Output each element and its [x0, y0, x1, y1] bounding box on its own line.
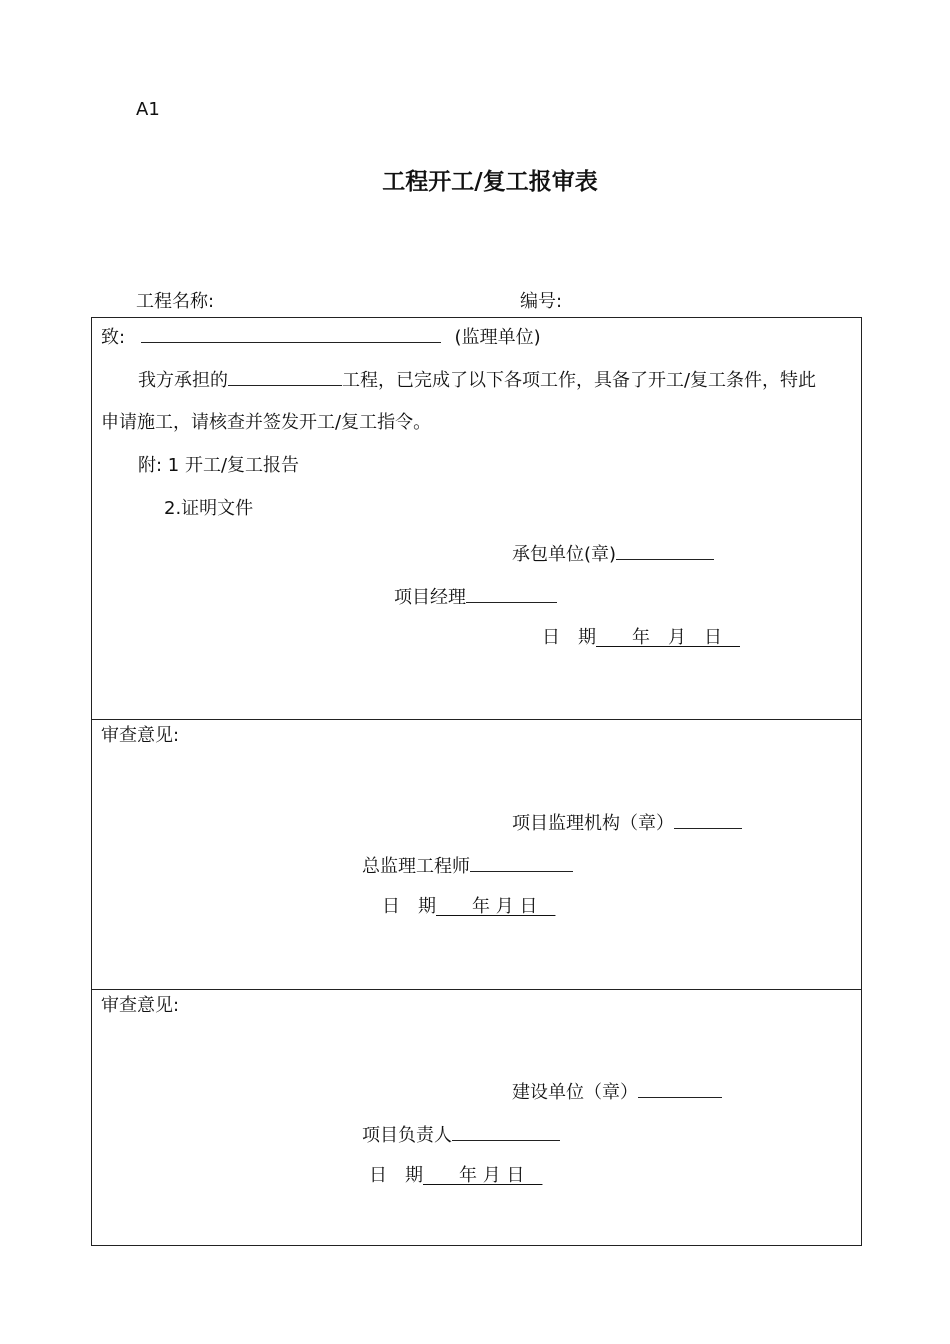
owner-seal-line [512, 1081, 722, 1102]
approval-form-table [91, 317, 862, 1246]
date-fields[interactable]: 年 月 日 [596, 627, 740, 648]
date-label: 日 期 [542, 627, 596, 648]
chief-engineer-line [362, 855, 573, 876]
chief-engineer-blank[interactable] [470, 855, 573, 872]
date-label: 日 期 [382, 896, 436, 917]
supervision-opinion-label: 审查意见: [101, 725, 180, 746]
page-title: 工程开工/复工报审表 [382, 169, 598, 195]
owner-seal-label: 建设单位（章） [512, 1082, 638, 1103]
body-part-2: 工程，已完成了以下各项工作，具备了开工/复工条件，特此 [342, 370, 817, 391]
project-lead-line [362, 1124, 560, 1145]
number-label: 编号: [520, 291, 563, 312]
owner-seal-blank[interactable] [638, 1081, 722, 1098]
body-part-1: 我方承担的 [138, 370, 228, 391]
project-blank[interactable] [228, 369, 342, 386]
supervision-unit-blank[interactable] [141, 326, 441, 343]
supervision-review-section [92, 719, 861, 990]
project-manager-line [394, 586, 557, 607]
date-label: 日 期 [369, 1165, 423, 1186]
project-lead-blank[interactable] [452, 1124, 560, 1141]
body-line-2: 申请施工，请核查并签发开工/复工指令。 [101, 412, 432, 433]
to-suffix: (监理单位) [454, 327, 541, 348]
project-manager-label: 项目经理 [394, 587, 466, 608]
contractor-seal-label: 承包单位(章) [512, 544, 617, 565]
project-name-label: 工程名称: [136, 291, 215, 312]
supervision-date-line [382, 898, 555, 916]
attachment-2: 2.证明文件 [164, 498, 254, 519]
date-fields[interactable]: 年 月 日 [436, 896, 556, 917]
chief-engineer-label: 总监理工程师 [362, 856, 470, 877]
supervision-seal-line [512, 812, 742, 833]
owner-opinion-label: 审查意见: [101, 995, 180, 1016]
supervision-seal-blank[interactable] [674, 812, 742, 829]
owner-date-line [369, 1167, 542, 1185]
project-lead-label: 项目负责人 [362, 1125, 452, 1146]
attachment-1: 附: 1 开工/复工报告 [138, 455, 300, 476]
form-code: A1 [136, 99, 160, 120]
owner-review-section [92, 989, 861, 1245]
body-line-1 [138, 369, 816, 390]
to-line [101, 326, 541, 347]
supervision-seal-label: 项目监理机构（章） [512, 813, 674, 834]
project-manager-blank[interactable] [466, 586, 557, 603]
contractor-seal-blank[interactable] [616, 543, 714, 560]
to-label: 致: [101, 327, 126, 348]
date-fields[interactable]: 年 月 日 [423, 1165, 543, 1186]
application-section [92, 318, 861, 720]
application-date-line [542, 629, 740, 647]
contractor-seal-line [512, 543, 714, 564]
